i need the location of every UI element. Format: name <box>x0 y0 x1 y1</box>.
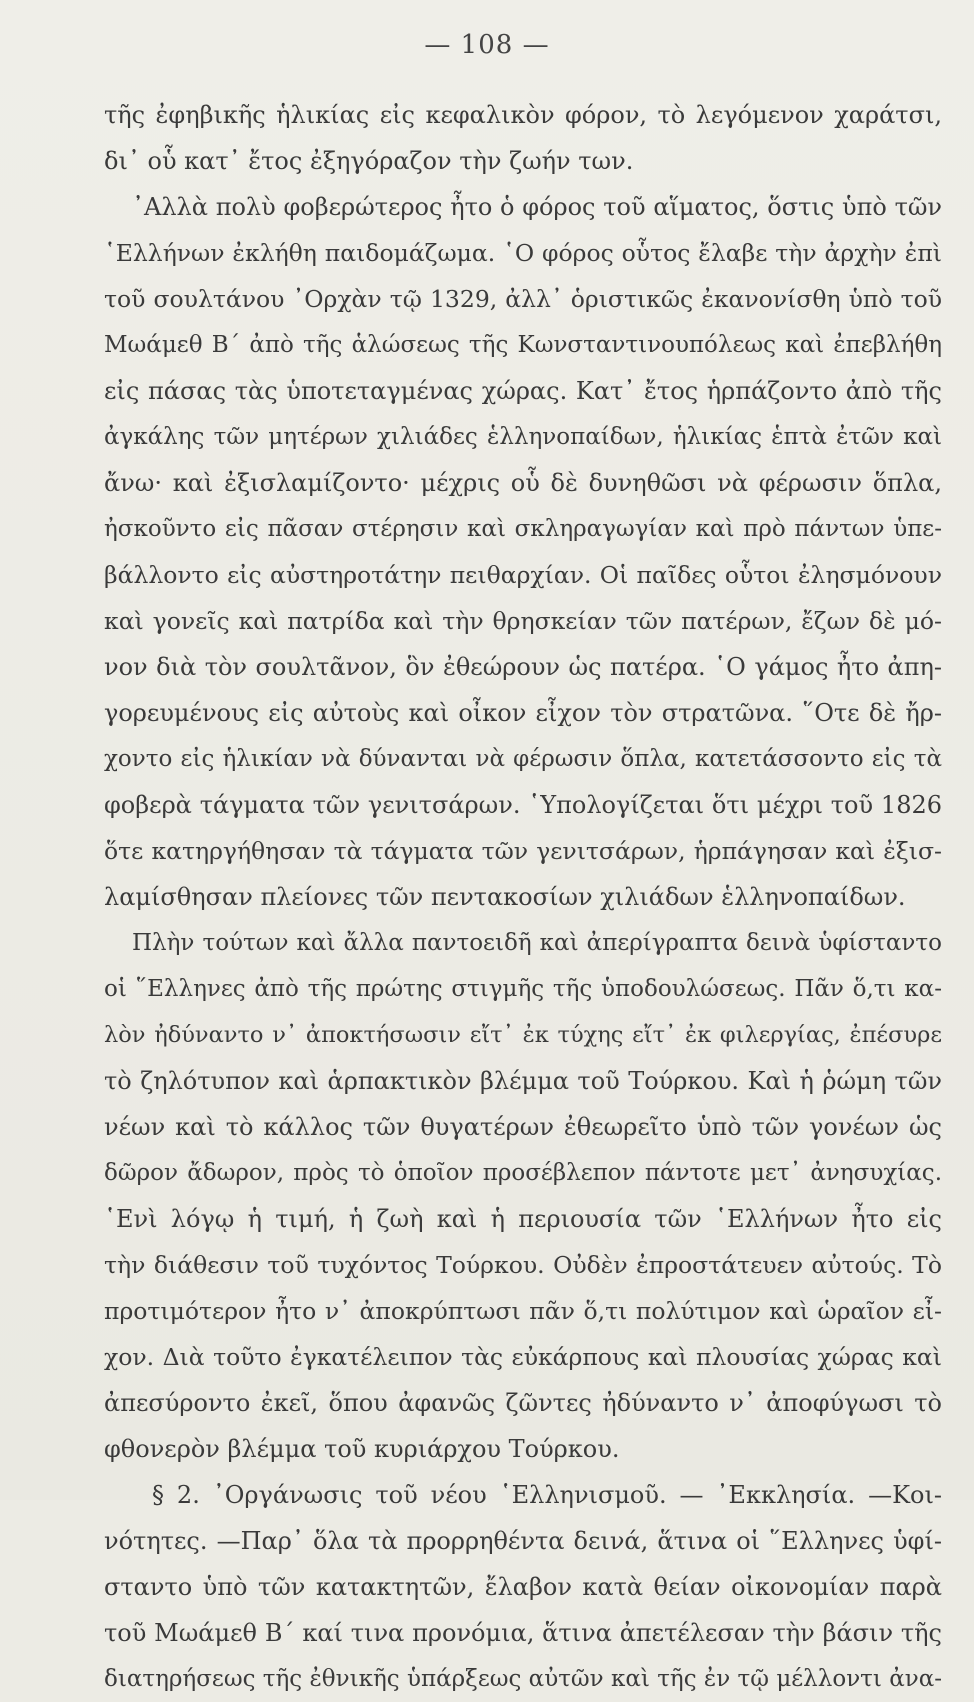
text-line: νον διὰ τὸν σουλτᾶνον, ὃν ἐθεώρουν ὡς πατέρα. ῾Ο γάμος ἦτο ἀπη- <box>104 653 942 681</box>
text-line: δῶρον ἄδωρον, πρὸς τὸ ὁποῖον προσέβλεπον πάντοτε μετ᾽ ἀνησυχίας. <box>104 1160 942 1186</box>
text-line: σταντο ὑπὸ τῶν κατακτητῶν, ἔλαβον κατὰ θείαν οἰκονομίαν παρὰ <box>104 1573 942 1601</box>
text-line: γορευμένους εἰς αὐτοὺς καὶ οἶκον εἶχον τὸν στρατῶνα. ῞Οτε δὲ ἤρ- <box>104 699 942 727</box>
text-line: προτιμότερον ἦτο ν᾽ ἀποκρύπτωσι πᾶν ὅ,τι πολύτιμον καὶ ὡραῖον εἶ- <box>104 1297 942 1325</box>
text-line: § 2. ᾿Οργάνωσις τοῦ νέου ῾Ελληνισμοῦ. — ᾿Εκκλησία. —Κοι- <box>152 1481 942 1509</box>
text-line: λὸν ἠδύναντο ν᾽ ἀποκτήσωσιν εἴτ᾽ ἐκ τύχης εἴτ᾽ ἐκ φιλεργίας, ἐπέσυρε <box>104 1022 942 1048</box>
text-line: τοῦ σουλτάνου ᾿Ορχὰν τῷ 1329, ἀλλ᾽ ὁριστικῶς ἐκανονίσθη ὑπὸ τοῦ <box>104 285 942 313</box>
text-line: χοντο εἰς ἡλικίαν νὰ δύνανται νὰ φέρωσιν ὅπλα, κατετάσσοντο εἰς τὰ <box>104 746 942 772</box>
text-line: δι᾽ οὗ κατ᾽ ἔτος ἐξηγόραζον τὴν ζωήν των. <box>104 147 634 175</box>
text-line: ἀγκάλης τῶν μητέρων χιλιάδες ἑλληνοπαίδων, ἡλικίας ἑπτὰ ἐτῶν καὶ <box>104 424 942 450</box>
text-line: τῆς ἐφηβικῆς ἡλικίας εἰς κεφαλικὸν φόρον, τὸ λεγόμενον χαράτσι, <box>104 101 942 129</box>
text-line: διατηρήσεως τῆς ἐθνικῆς ὑπάρξεως αὐτῶν καὶ τῆς ἐν τῷ μέλλοντι ἀνα- <box>104 1666 942 1692</box>
text-line: νέων καὶ τὸ κάλλος τῶν θυγατέρων ἐθεωρεῖτο ὑπὸ τῶν γονέων ὡς <box>104 1113 942 1141</box>
text-line: Πλὴν τούτων καὶ ἄλλα παντοειδῆ καὶ ἀπερίγραπτα δεινὰ ὑφίσταντο <box>132 930 942 956</box>
text-line: ἀπεσύροντο ἐκεῖ, ὅπου ἀφανῶς ζῶντες ἠδύναντο ν᾽ ἀποφύγωσι τὸ <box>104 1389 942 1417</box>
text-line: οἱ ῞Ελληνες ἀπὸ τῆς πρώτης στιγμῆς τῆς ὑποδουλώσεως. Πᾶν ὅ,τι κα- <box>104 976 942 1002</box>
text-line: ἄνω· καὶ ἐξισλαμίζοντο· μέχρις οὗ δὲ δυνηθῶσι νὰ φέρωσιν ὅπλα, <box>104 469 942 497</box>
text-line: φθονερὸν βλέμμα τοῦ κυριάρχου Τούρκου. <box>104 1435 620 1463</box>
text-line: ῾Ενὶ λόγῳ ἡ τιμή, ἡ ζωὴ καὶ ἡ περιουσία τῶν ῾Ελλήνων ἦτο εἰς <box>104 1205 942 1233</box>
text-line: ῾Ελλήνων ἐκλήθη παιδομάζωμα. ῾Ο φόρος οὗτος ἔλαβε τὴν ἀρχὴν ἐπὶ <box>104 239 942 267</box>
page-number: — 108 — <box>424 30 550 60</box>
text-line: βάλλοντο εἰς αὐστηροτάτην πειθαρχίαν. Οἱ παῖδες οὗτοι ἐλησμόνουν <box>104 561 942 589</box>
text-line: εἰς πάσας τὰς ὑποτεταγμένας χώρας. Κατ᾽ ἔτος ἡρπάζοντο ἀπὸ τῆς <box>104 377 942 405</box>
text-line: λαμίσθησαν πλείονες τῶν πεντακοσίων χιλιάδων ἑλληνοπαίδων. <box>104 883 906 911</box>
body-text <box>104 92 942 1702</box>
text-line: τὴν διάθεσιν τοῦ τυχόντος Τούρκου. Οὐδὲν ἐπροστάτευεν αὐτούς. Τὸ <box>104 1251 942 1279</box>
text-line: τὸ ζηλότυπον καὶ ἁρπακτικὸν βλέμμα τοῦ Τούρκου. Καὶ ἡ ῥώμη τῶν <box>104 1067 942 1095</box>
text-line: ὅτε κατηργήθησαν τὰ τάγματα τῶν γενιτσάρων, ἡρπάγησαν καὶ ἐξισ- <box>104 837 942 865</box>
text-line: χον. Διὰ τοῦτο ἐγκατέλειπον τὰς εὐκάρπους καὶ πλουσίας χώρας καὶ <box>104 1343 942 1371</box>
text-line: Μωάμεθ Β΄ ἀπὸ τῆς ἁλώσεως τῆς Κωνσταντινουπόλεως καὶ ἐπεβλήθη <box>104 332 942 358</box>
text-line: ἠσκοῦντο εἰς πᾶσαν στέρησιν καὶ σκληραγωγίαν καὶ πρὸ πάντων ὑπε- <box>104 516 942 542</box>
text-line: τοῦ Μωάμεθ Β΄ καί τινα προνόμια, ἅτινα ἀπετέλεσαν τὴν βάσιν τῆς <box>104 1619 942 1647</box>
text-line: φοβερὰ τάγματα τῶν γενιτσάρων. ῾Υπολογίζεται ὅτι μέχρι τοῦ 1826 <box>104 791 942 819</box>
text-line: νότητες. —Παρ᾽ ὅλα τὰ προρρηθέντα δεινά, ἅτινα οἱ ῞Ελληνες ὑφί- <box>104 1527 942 1555</box>
text-line: καὶ γονεῖς καὶ πατρίδα καὶ τὴν θρησκείαν τῶν πατέρων, ἔζων δὲ μό- <box>104 607 942 635</box>
text-line: ᾿Αλλὰ πολὺ φοβερώτερος ἦτο ὁ φόρος τοῦ αἵματος, ὅστις ὑπὸ τῶν <box>132 193 942 221</box>
